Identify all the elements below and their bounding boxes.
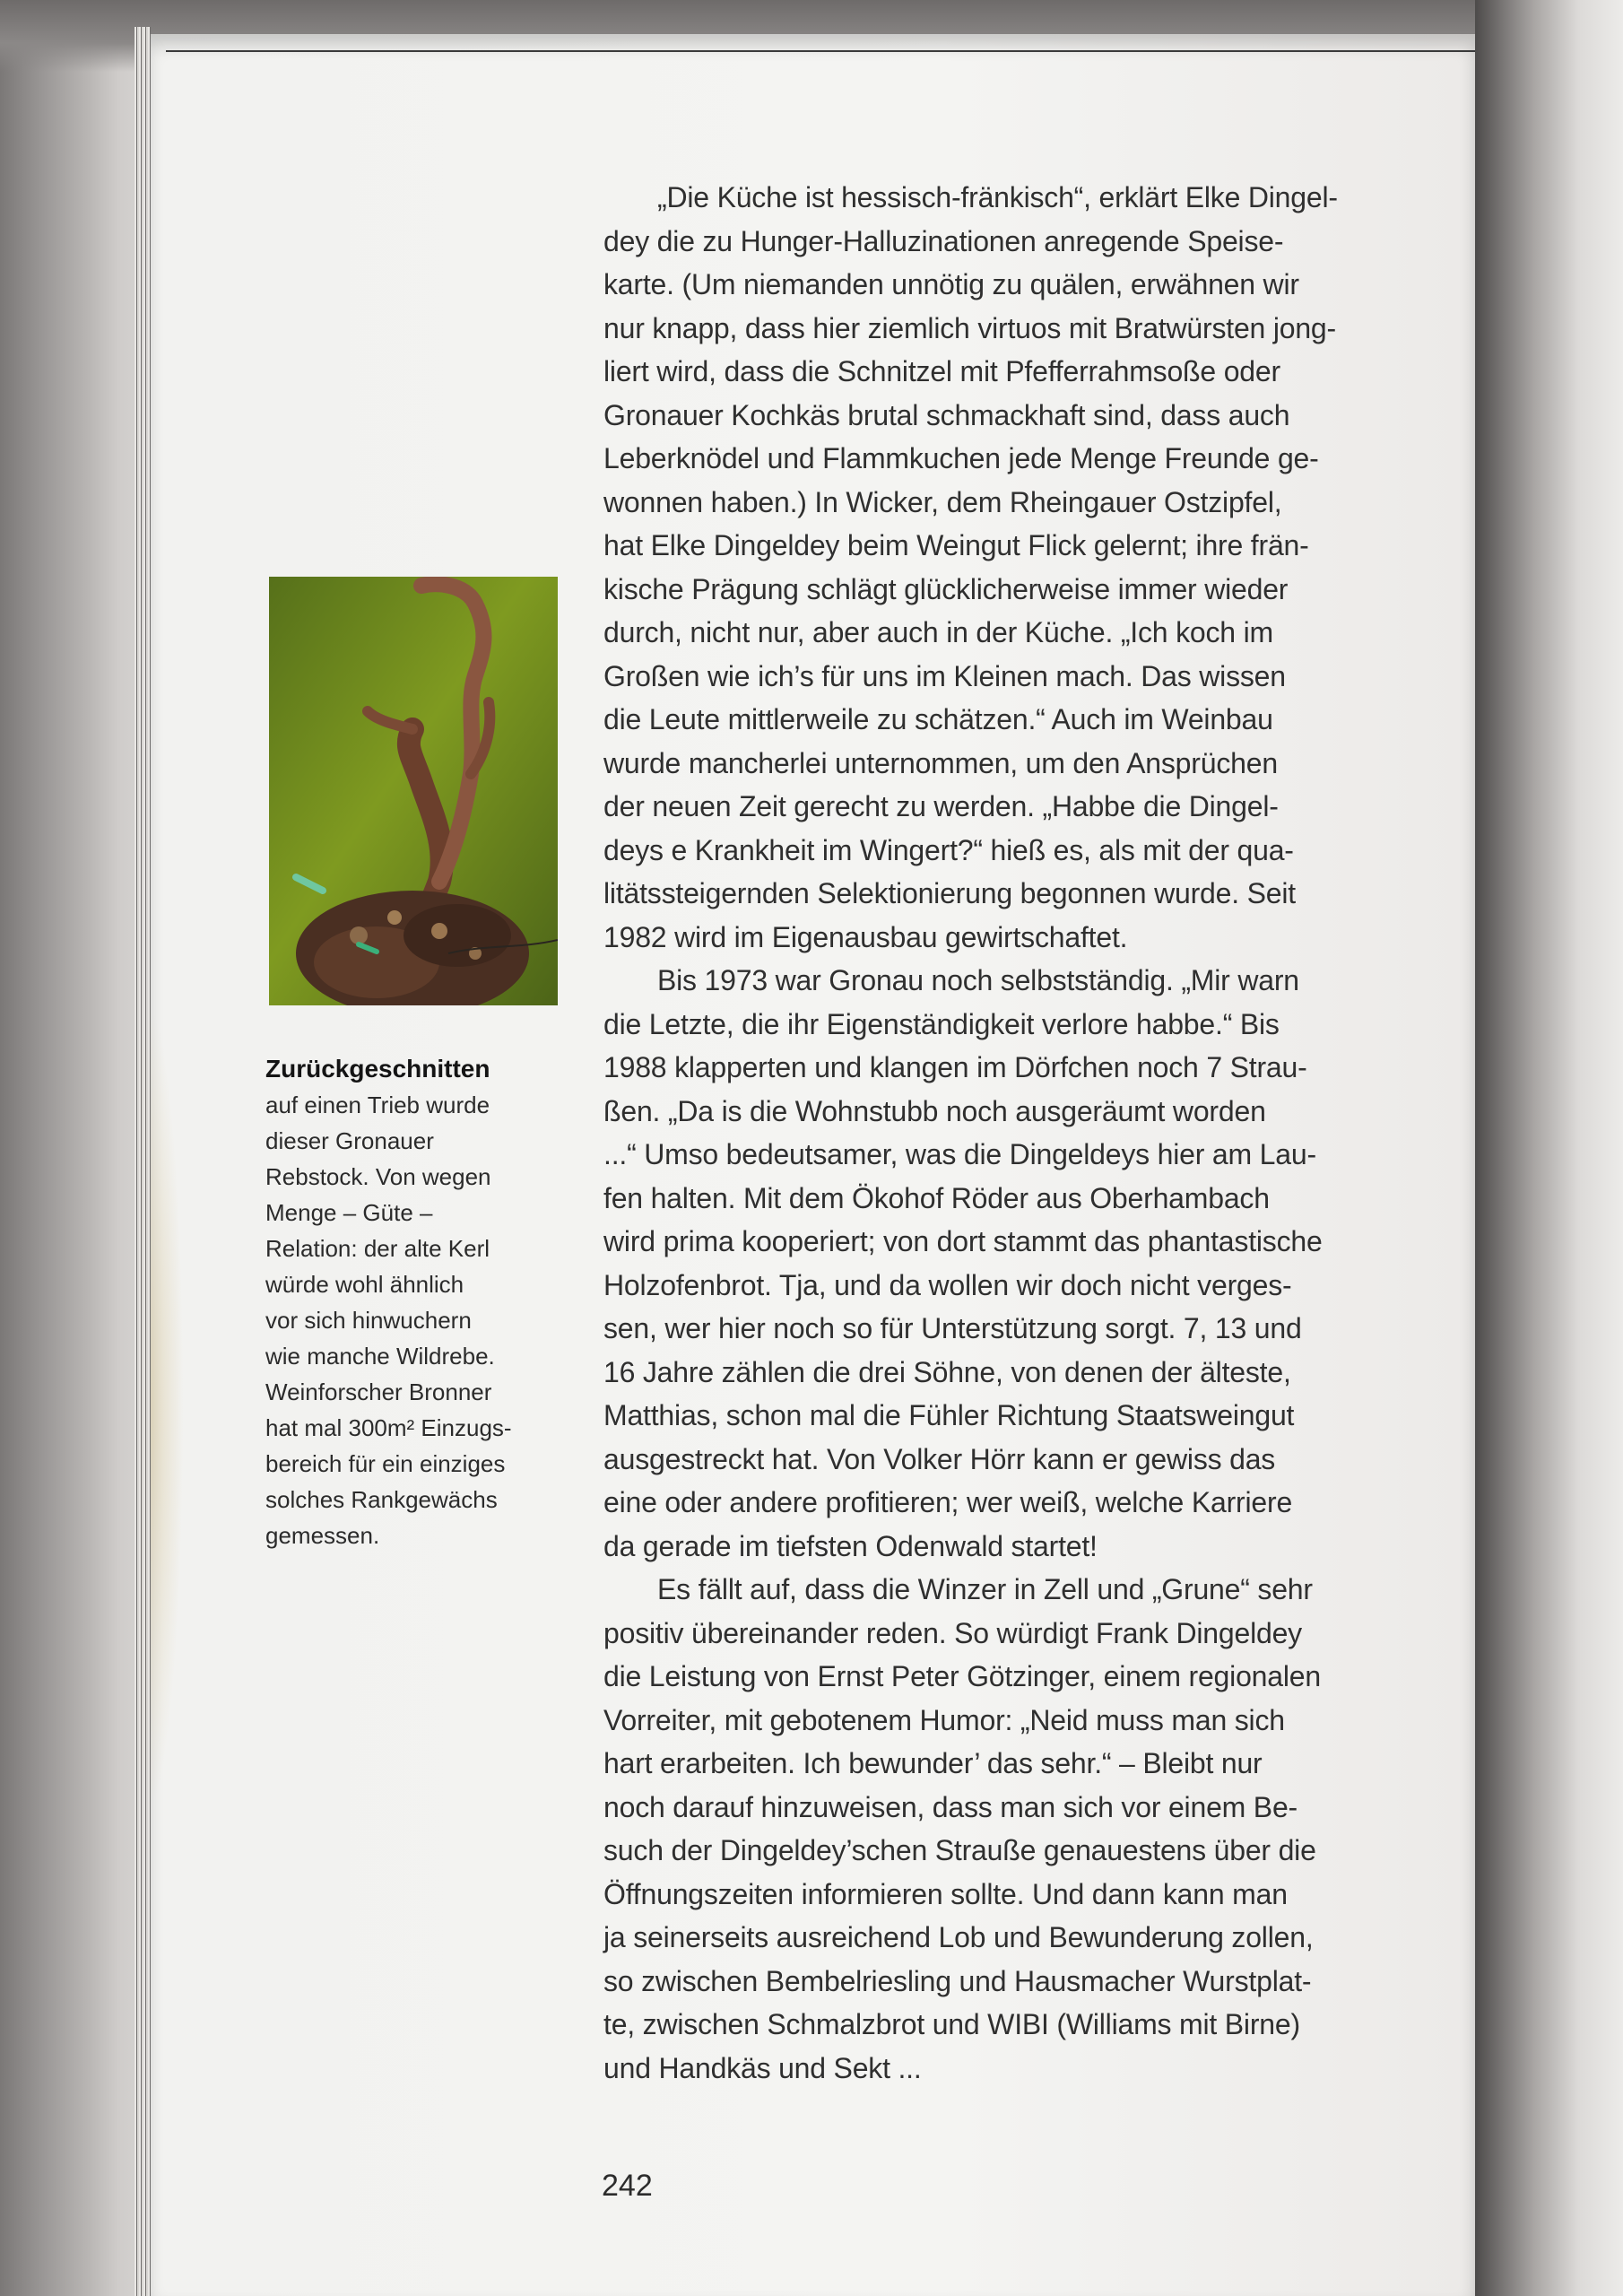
caption-line: Rebstock. Von wegen (265, 1163, 491, 1190)
text-line: Holzofenbrot. Tja, und da wollen wir doch nicht verges- (603, 1268, 1292, 1301)
caption-line: auf einen Trieb wurde (265, 1091, 490, 1118)
page-stain (148, 1003, 184, 1810)
text-line: Großen wie ich’s für uns im Kleinen mach. Das wissen (603, 659, 1286, 692)
paragraph-1 (603, 176, 1384, 959)
text-line: ßen. „Da is die Wohnstubb noch ausgeräumt worden (603, 1094, 1266, 1127)
photo-caption (265, 1051, 570, 1553)
page-top-rule (166, 50, 1475, 52)
text-line: liert wird, dass die Schnitzel mit Pfefferrahmsoße oder (603, 355, 1280, 387)
text-line: „Die Küche ist hessisch-fränkisch“, erklärt Elke Dingel- (657, 181, 1338, 213)
text-line: die Letzte, die ihr Eigenständigkeit verlore habbe.“ Bis (603, 1007, 1280, 1040)
text-line: hat Elke Dingeldey beim Weingut Flick gelernt; ihre frän- (603, 529, 1309, 561)
text-line: da gerade im tiefsten Odenwald startet! (603, 1529, 1098, 1562)
text-line: Es fällt auf, dass die Winzer in Zell und „Grune“ sehr (657, 1573, 1313, 1605)
text-line: die Leistung von Ernst Peter Götzinger, einem regionalen (603, 1660, 1321, 1692)
caption-line: vor sich hinwuchern (265, 1307, 472, 1334)
text-line: nur knapp, dass hier ziemlich virtuos mit Bratwürsten jong- (603, 311, 1336, 344)
text-line: karte. (Um niemanden unnötig zu quälen, erwähnen wir (603, 268, 1299, 300)
text-line: noch darauf hinzuweisen, dass man sich vor einem Be- (603, 1790, 1298, 1823)
text-line: kische Prägung schlägt glücklicherweise immer wieder (603, 572, 1289, 605)
paragraph-3 (603, 1568, 1384, 2090)
caption-line: dieser Gronauer (265, 1127, 434, 1154)
text-line: positiv übereinander reden. So würdigt Frank Dingeldey (603, 1616, 1302, 1649)
vine-photo-image (269, 577, 558, 1005)
text-line: sen, wer hier noch so für Unterstützung sorgt. 7, 13 und (603, 1312, 1302, 1344)
text-line: ausgestreckt hat. Von Volker Hörr kann er gewiss das (603, 1442, 1276, 1475)
caption-line: hat mal 300m² Einzugs- (265, 1414, 512, 1441)
caption-title: Zurückgeschnitten (265, 1055, 490, 1083)
text-line: Gronauer Kochkäs brutal schmackhaft sind, dass auch (603, 398, 1290, 431)
text-line: Bis 1973 war Gronau noch selbstständig. „Mir warn (657, 964, 1299, 996)
text-line: such der Dingeldey’schen Strauße genauestens über die (603, 1834, 1316, 1866)
text-line: Öffnungszeiten informieren sollte. Und dann kann man (603, 1877, 1288, 1910)
page-edges (135, 27, 151, 2296)
text-line: so zwischen Bembelriesling und Hausmacher Wurstplat- (603, 1964, 1312, 1997)
caption-line: bereich für ein einziges (265, 1450, 506, 1477)
paragraph-2 (603, 959, 1384, 1568)
caption-line: würde wohl ähnlich (265, 1271, 464, 1298)
text-line: 16 Jahre zählen die drei Söhne, von denen der älteste, (603, 1355, 1291, 1388)
caption-line: Menge – Güte – (265, 1199, 433, 1226)
text-line: deys e Krankheit im Wingert?“ hieß es, als mit der qua- (603, 833, 1294, 866)
caption-line: wie manche Wildrebe. (265, 1343, 495, 1370)
text-line: te, zwischen Schmalzbrot und WIBI (Williams mit Birne) (603, 2008, 1300, 2040)
text-line: und Handkäs und Sekt ... (603, 2051, 922, 2084)
text-line: litätssteigernden Selektionierung begonnen wurde. Seit (603, 877, 1296, 909)
text-line: hart erarbeiten. Ich bewunder’ das sehr.“ – Bleibt nur (603, 1747, 1263, 1779)
text-line: ja seinerseits ausreichend Lob und Bewunderung zollen, (603, 1921, 1314, 1953)
text-line: fen halten. Mit dem Ökohof Röder aus Oberhambach (603, 1181, 1270, 1214)
caption-line: Weinforscher Bronner (265, 1378, 492, 1405)
text-line: ...“ Umso bedeutsamer, was die Dingeldeys hier am Lau- (603, 1138, 1316, 1170)
text-line: eine oder andere profitieren; wer weiß, welche Karriere (603, 1486, 1293, 1518)
article-body (603, 176, 1384, 2090)
text-line: die Leute mittlerweile zu schätzen.“ Auch im Weinbau (603, 703, 1273, 735)
text-line: dey die zu Hunger-Halluzinationen anregende Speise- (603, 224, 1284, 257)
text-line: der neuen Zeit gerecht zu werden. „Habbe die Dingel- (603, 790, 1279, 822)
caption-line: gemessen. (265, 1522, 380, 1549)
vine-photo (269, 577, 558, 1005)
text-line: wurde mancherlei unternommen, um den Ansprüchen (603, 746, 1278, 779)
page-number: 242 (602, 2169, 653, 2203)
text-line: 1988 klapperten und klangen im Dörfchen noch 7 Strau- (603, 1051, 1307, 1083)
text-line: durch, nicht nur, aber auch in der Küche. „Ich koch im (603, 616, 1273, 648)
text-line: wird prima kooperiert; von dort stammt das phantastische (603, 1225, 1323, 1257)
text-line: 1982 wird im Eigenausbau gewirtschaftet. (603, 920, 1128, 953)
text-line: Matthias, schon mal die Fühler Richtung Staatsweingut (603, 1399, 1295, 1431)
caption-line: Relation: der alte Kerl (265, 1235, 490, 1262)
text-line: Leberknödel und Flammkuchen jede Menge Freunde ge- (603, 442, 1319, 474)
right-page-edge (1475, 0, 1623, 2296)
text-line: wonnen haben.) In Wicker, dem Rheingauer Ostzipfel, (603, 485, 1282, 518)
text-line: Vorreiter, mit gebotenem Humor: „Neid muss man sich (603, 1703, 1285, 1736)
book-spine (0, 0, 148, 2296)
caption-line: solches Rankgewächs (265, 1486, 498, 1513)
